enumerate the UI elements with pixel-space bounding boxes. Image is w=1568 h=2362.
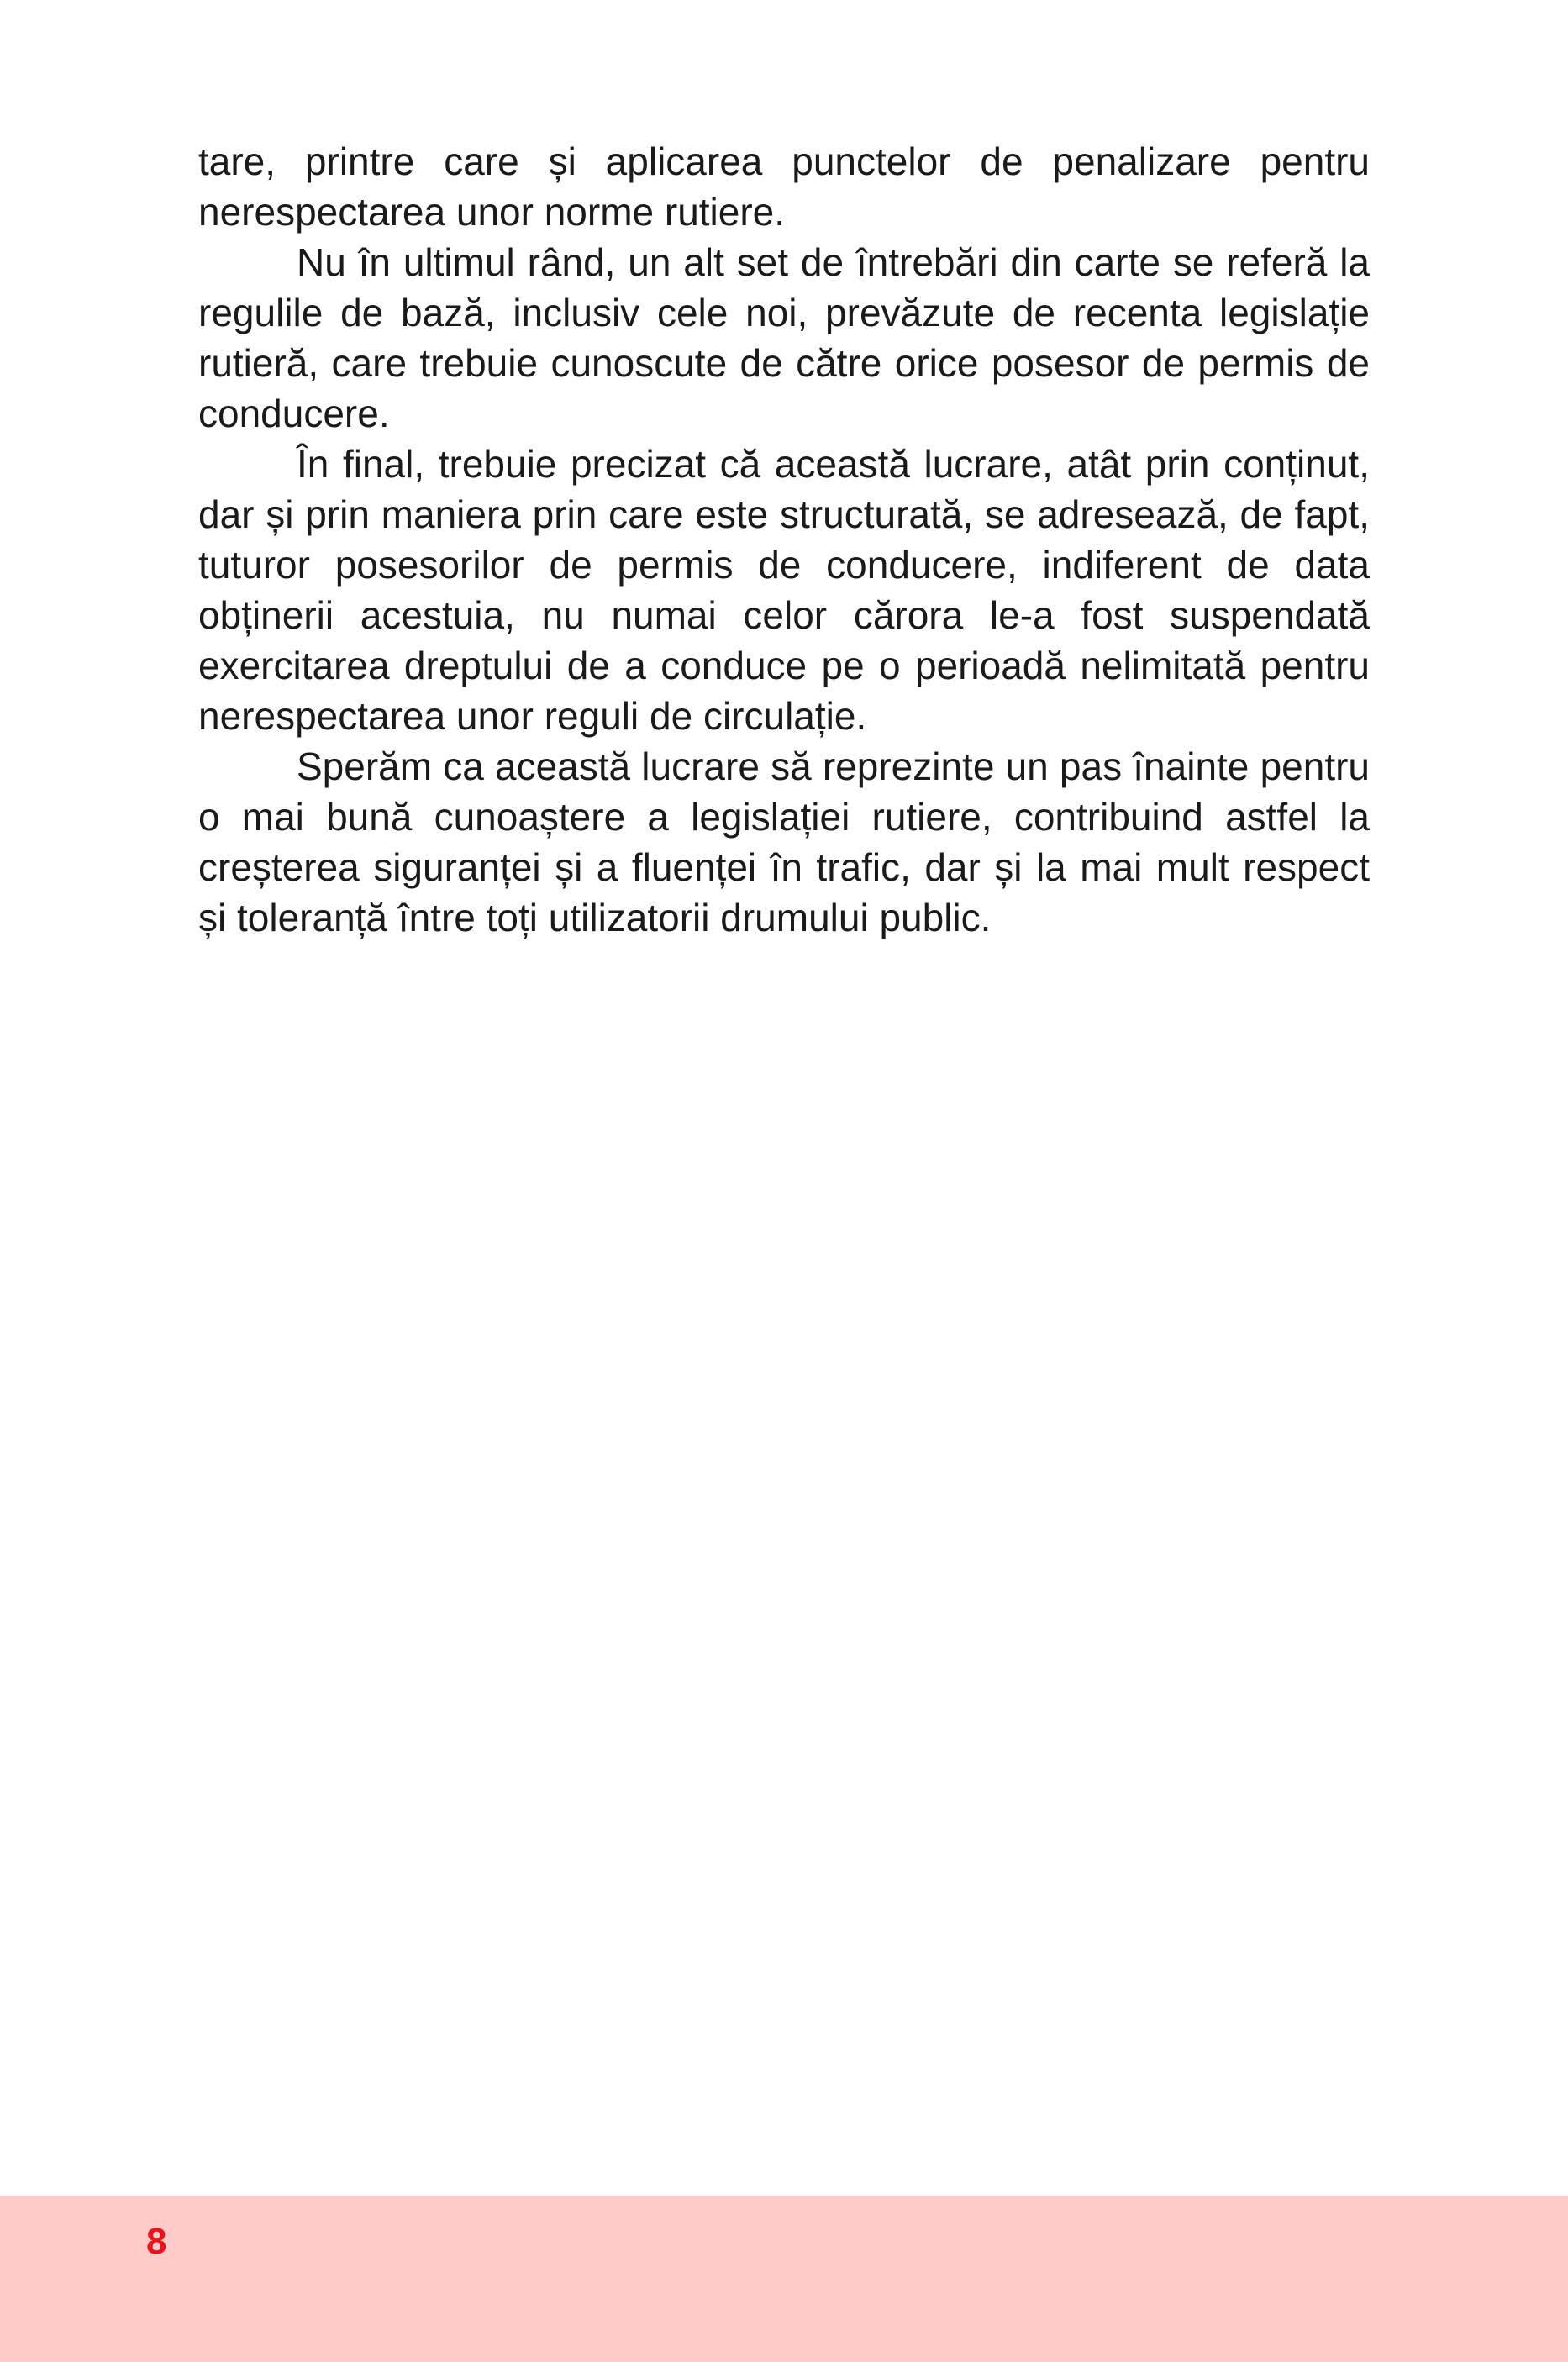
- paragraph: Nu în ultimul rând, un alt set de întrebări din carte se referă la regulile de bază, inclusiv cele noi, prevăzute de recenta legislație rutieră, care trebuie cunoscute de către orice posesor de permis de conducere.: [198, 240, 1370, 435]
- footer-band: [0, 2196, 1568, 2362]
- body-text: [198, 136, 1370, 943]
- paragraph: În final, trebuie precizat că această lucrare, atât prin conținut, dar și prin maniera prin care este structurată, se adresează, de fapt, tuturor posesorilor de permis de conducere, indiferent de data obținerii acestuia, nu numai celor cărora le-a fost suspendată exercitarea dreptului de a conduce pe o perioadă nelimitată pentru nerespectarea unor reguli de circulație.: [198, 442, 1370, 738]
- paragraph: Sperăm ca această lucrare să reprezinte un pas înainte pentru o mai bună cunoaștere a legislației rutiere, contribuind astfel la creșterea siguranței și a fluenței în trafic, dar și la mai mult respect și toleranță între toți utilizatorii drumului public.: [198, 744, 1370, 939]
- page-number: 8: [146, 2221, 167, 2262]
- paragraph-continuation: tare, printre care și aplicarea punctelor de penalizare pentru nerespectarea unor norme rutiere.: [198, 139, 1370, 234]
